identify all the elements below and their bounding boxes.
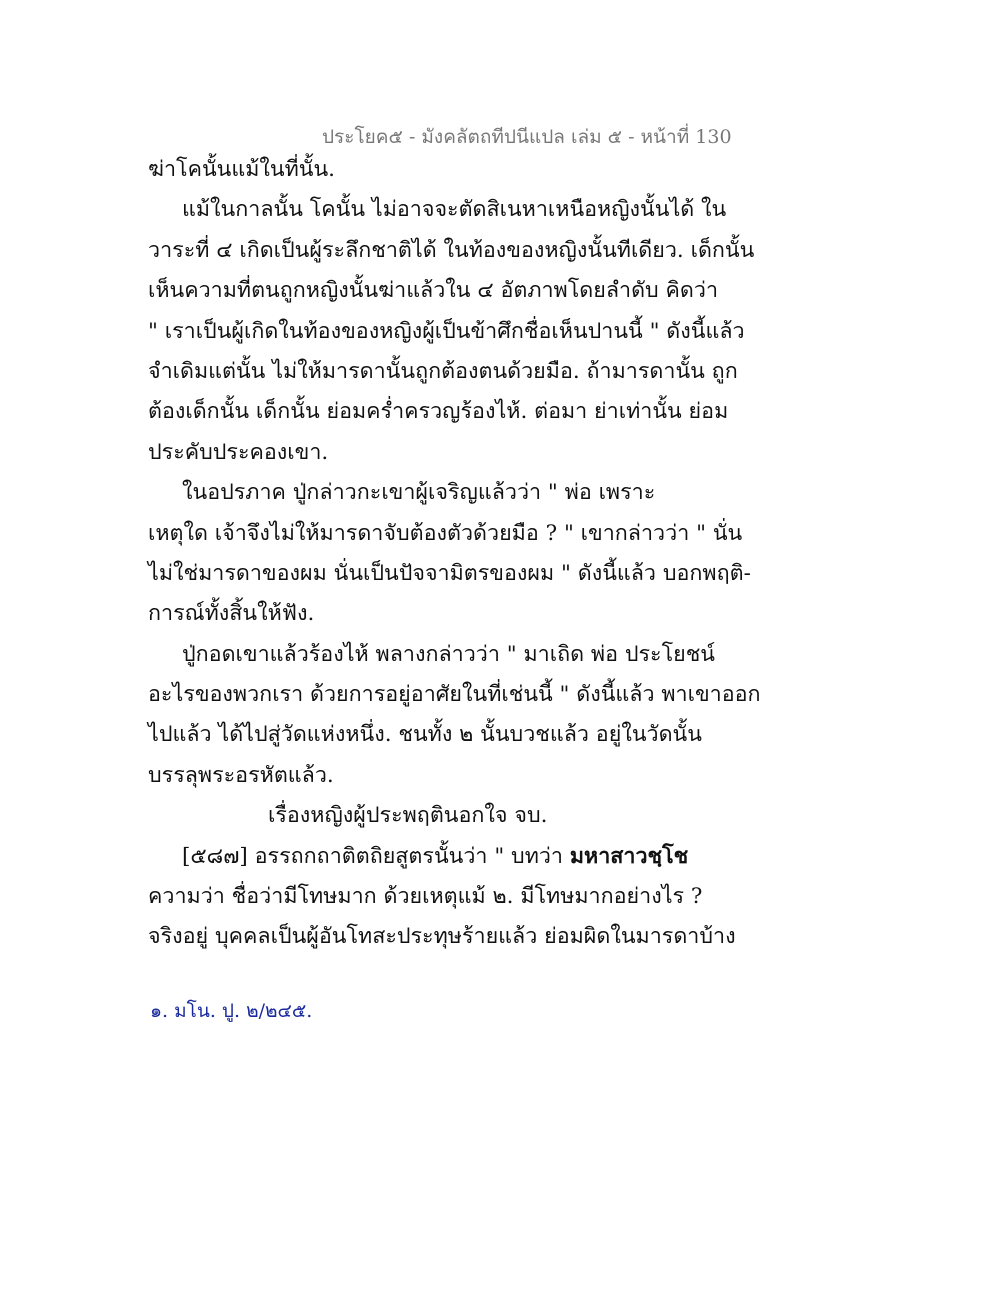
text-line: ความว่า ชื่อว่ามีโทษมาก ด้วยเหตุแม้ ๒. มีโทษมากอย่างไร ? bbox=[148, 884, 703, 910]
running-header: ประโยค๕ - มังคลัตถทีปนีแปล เล่ม ๕ - หน้าที่ 130 bbox=[322, 126, 732, 148]
text-line: บรรลุพระอรหัตแล้ว. bbox=[148, 762, 334, 788]
text-line: จำเดิมแต่นั้น ไม่ให้มารดานั้นถูกต้องตนด้วยมือ. ถ้ามารดานั้น ถูก bbox=[148, 358, 738, 384]
text-line: ในอปรภาค ปู่กล่าวกะเขาผู้เจริญแล้วว่า " พ่อ เพราะ bbox=[182, 480, 656, 506]
text-line: ไม่ใช่มารดาของผม นั่นเป็นปัจจามิตรของผม " ดังนี้แล้ว บอกพฤติ- bbox=[148, 560, 751, 586]
text-line: เหตุใด เจ้าจึงไม่ให้มารดาจับต้องตัวด้วยมือ ? " เขากล่าวว่า " นั่น bbox=[148, 520, 743, 546]
text-line bbox=[148, 837, 708, 877]
text-line: ไปแล้ว ได้ไปสู่วัดแห่งหนึ่ง. ชนทั้ง ๒ นั้นบวชแล้ว อยู่ในวัดนั้น bbox=[148, 722, 702, 748]
text-line: เห็นความที่ตนถูกหญิงนั้นฆ่าแล้วใน ๔ อัตภาพโดยลำดับ คิดว่า bbox=[148, 278, 719, 304]
text-line: วาระที่ ๔ เกิดเป็นผู้ระลึกชาติได้ ในท้องของหญิงนั้นทีเดียว. เด็กนั้น bbox=[148, 237, 755, 263]
text-line: ประคับประคองเขา. bbox=[148, 439, 329, 465]
text-line: การณ์ทั้งสิ้นให้ฟัง. bbox=[148, 601, 315, 627]
text-line: " เราเป็นผู้เกิดในท้องของหญิงผู้เป็นข้าศึกชื่อเห็นปานนี้ " ดังนี้แล้ว bbox=[148, 318, 745, 344]
text-line: อะไรของพวกเรา ด้วยการอยู่อาศัยในที่เช่นนี้ " ดังนี้แล้ว พาเขาออก bbox=[148, 682, 761, 708]
text-fragment: [๕๘๗] อรรถกถาติตถิยสูตรนั้นว่า " บทว่า bbox=[182, 843, 564, 869]
body-text bbox=[148, 150, 761, 958]
text-line: ปู่กอดเขาแล้วร้องไห้ พลางกล่าวว่า " มาเถิด พ่อ ประโยชน์ bbox=[182, 641, 716, 667]
text-line: แม้ในกาลนั้น โคนั้น ไม่อาจจะตัดสิเนหาเหนือหญิงนั้นได้ ใน bbox=[182, 197, 727, 223]
text-line: ต้องเด็กนั้น เด็กนั้น ย่อมคร่ำครวญร้องไห้. ต่อมา ย่าเท่านั้น ย่อม bbox=[148, 399, 729, 425]
footnote: ๑. มโน. ปู. ๒/๒๔๕. bbox=[150, 1000, 313, 1022]
bold-term: มหาสาวชฺโช bbox=[569, 843, 689, 869]
text-line: ฆ่าโคนั้นแม้ในที่นั้น. bbox=[148, 157, 335, 182]
story-end-line: เรื่องหญิงผู้ประพฤตินอกใจ จบ. bbox=[268, 803, 548, 829]
text-line: จริงอยู่ บุคคลเป็นผู้อันโทสะประทุษร้ายแล้ว ย่อมผิดในมารดาบ้าง bbox=[148, 924, 736, 950]
